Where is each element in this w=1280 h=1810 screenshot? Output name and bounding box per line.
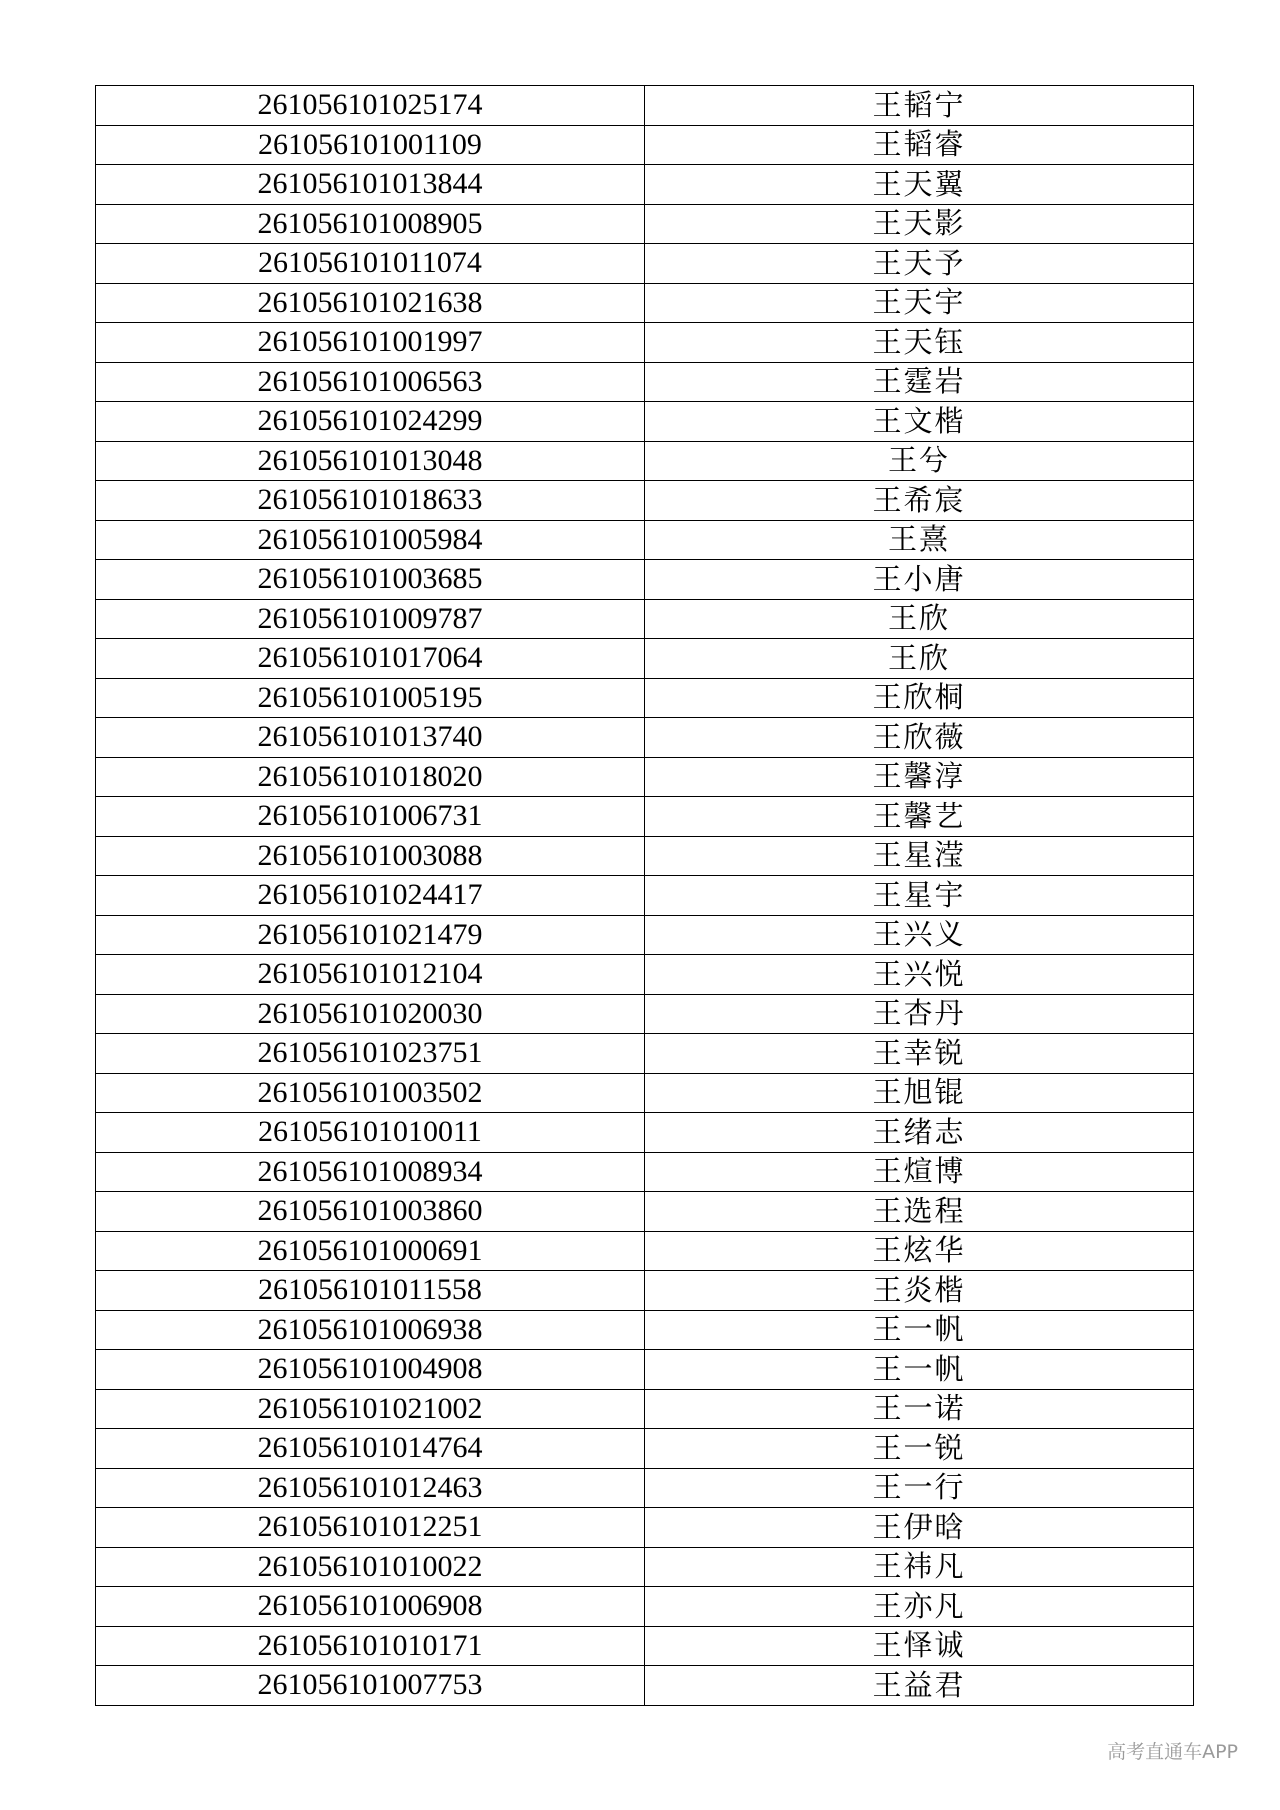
- candidate-id-cell: 261056101017064: [96, 639, 645, 679]
- table-row: [96, 915, 1194, 955]
- table-row: [96, 836, 1194, 876]
- table-row: [96, 244, 1194, 284]
- candidate-name-cell: 王希宸: [645, 481, 1194, 521]
- candidate-id-cell: 261056101013740: [96, 718, 645, 758]
- table-row: [96, 1271, 1194, 1311]
- table-row: [96, 86, 1194, 126]
- table-row: [96, 481, 1194, 521]
- candidate-name-cell: 王小唐: [645, 560, 1194, 600]
- candidate-name-cell: 王文楷: [645, 402, 1194, 442]
- table-row: [96, 1073, 1194, 1113]
- table-row: [96, 797, 1194, 837]
- candidate-id-cell: 261056101003860: [96, 1192, 645, 1232]
- candidate-name-cell: 王祎凡: [645, 1547, 1194, 1587]
- candidate-name-cell: 王天宇: [645, 283, 1194, 323]
- candidate-name-cell: 王兮: [645, 441, 1194, 481]
- table-row: [96, 1192, 1194, 1232]
- candidate-id-cell: 261056101001109: [96, 125, 645, 165]
- candidate-id-cell: 261056101018020: [96, 757, 645, 797]
- candidate-id-cell: 261056101011558: [96, 1271, 645, 1311]
- candidate-id-cell: 261056101010011: [96, 1113, 645, 1153]
- table-row: [96, 1587, 1194, 1627]
- candidate-name-cell: 王怿诚: [645, 1626, 1194, 1666]
- candidate-name-cell: 王兴悦: [645, 955, 1194, 995]
- table-row: [96, 639, 1194, 679]
- candidate-id-cell: 261056101006908: [96, 1587, 645, 1627]
- candidate-id-cell: 261056101014764: [96, 1429, 645, 1469]
- candidate-id-cell: 261056101003088: [96, 836, 645, 876]
- candidate-id-cell: 261056101007753: [96, 1666, 645, 1706]
- candidate-name-cell: 王星宇: [645, 876, 1194, 916]
- candidate-id-cell: 261056101008934: [96, 1152, 645, 1192]
- candidate-id-cell: 261056101000691: [96, 1231, 645, 1271]
- candidate-name-cell: 王杏丹: [645, 994, 1194, 1034]
- candidate-id-cell: 261056101005195: [96, 678, 645, 718]
- candidate-id-cell: 261056101004908: [96, 1350, 645, 1390]
- candidate-id-cell: 261056101006938: [96, 1310, 645, 1350]
- table-row: [96, 1034, 1194, 1074]
- table-row: [96, 1429, 1194, 1469]
- table-row: [96, 1468, 1194, 1508]
- candidate-name-cell: 王欣桐: [645, 678, 1194, 718]
- table-row: [96, 718, 1194, 758]
- candidate-name-cell: 王绪志: [645, 1113, 1194, 1153]
- table-row: [96, 876, 1194, 916]
- candidate-id-cell: 261056101006563: [96, 362, 645, 402]
- candidate-id-cell: 261056101008905: [96, 204, 645, 244]
- table-row: [96, 1310, 1194, 1350]
- candidate-id-cell: 261056101025174: [96, 86, 645, 126]
- table-row: [96, 1231, 1194, 1271]
- candidate-name-cell: 王天影: [645, 204, 1194, 244]
- candidate-name-cell: 王一锐: [645, 1429, 1194, 1469]
- candidate-name-cell: 王天翼: [645, 165, 1194, 205]
- candidate-name-cell: 王一帆: [645, 1350, 1194, 1390]
- candidate-id-cell: 261056101021638: [96, 283, 645, 323]
- candidate-id-cell: 261056101021002: [96, 1389, 645, 1429]
- candidate-name-cell: 王欣: [645, 599, 1194, 639]
- table-row: [96, 1666, 1194, 1706]
- candidate-name-cell: 王星滢: [645, 836, 1194, 876]
- candidate-name-cell: 王幸锐: [645, 1034, 1194, 1074]
- candidate-name-cell: 王馨淳: [645, 757, 1194, 797]
- candidate-id-cell: 261056101003685: [96, 560, 645, 600]
- candidate-id-cell: 261056101010171: [96, 1626, 645, 1666]
- candidate-id-cell: 261056101012104: [96, 955, 645, 995]
- candidate-id-cell: 261056101003502: [96, 1073, 645, 1113]
- candidate-id-cell: 261056101024299: [96, 402, 645, 442]
- table-row: [96, 1547, 1194, 1587]
- candidate-name-cell: 王韬睿: [645, 125, 1194, 165]
- candidate-name-cell: 王煊博: [645, 1152, 1194, 1192]
- candidate-id-cell: 261056101012463: [96, 1468, 645, 1508]
- candidate-name-cell: 王益君: [645, 1666, 1194, 1706]
- candidate-name-cell: 王韬宁: [645, 86, 1194, 126]
- candidate-name-cell: 王天钰: [645, 323, 1194, 363]
- candidate-id-cell: 261056101012251: [96, 1508, 645, 1548]
- candidate-id-cell: 261056101021479: [96, 915, 645, 955]
- candidate-id-cell: 261056101013844: [96, 165, 645, 205]
- candidate-id-cell: 261056101011074: [96, 244, 645, 284]
- candidate-name-cell: 王一帆: [645, 1310, 1194, 1350]
- candidate-name-cell: 王天予: [645, 244, 1194, 284]
- candidate-id-cell: 261056101013048: [96, 441, 645, 481]
- candidate-name-cell: 王炫华: [645, 1231, 1194, 1271]
- table-row: [96, 402, 1194, 442]
- table-row: [96, 678, 1194, 718]
- table-row: [96, 994, 1194, 1034]
- table-row: [96, 283, 1194, 323]
- candidate-id-cell: 261056101005984: [96, 520, 645, 560]
- table-row: [96, 362, 1194, 402]
- table-row: [96, 599, 1194, 639]
- table-row: [96, 165, 1194, 205]
- candidate-name-cell: 王兴义: [645, 915, 1194, 955]
- table-row: [96, 560, 1194, 600]
- candidate-name-cell: 王欣: [645, 639, 1194, 679]
- candidate-table: [95, 85, 1194, 1706]
- table-row: [96, 520, 1194, 560]
- candidate-id-cell: 261056101010022: [96, 1547, 645, 1587]
- table-row: [96, 441, 1194, 481]
- table-row: [96, 1152, 1194, 1192]
- candidate-name-cell: 王炎楷: [645, 1271, 1194, 1311]
- table-row: [96, 323, 1194, 363]
- table-row: [96, 955, 1194, 995]
- table-row: [96, 1389, 1194, 1429]
- candidate-table-body: [96, 86, 1194, 1706]
- candidate-name-cell: 王一行: [645, 1468, 1194, 1508]
- candidate-name-cell: 王一诺: [645, 1389, 1194, 1429]
- candidate-id-cell: 261056101009787: [96, 599, 645, 639]
- table-row: [96, 125, 1194, 165]
- candidate-name-cell: 王伊晗: [645, 1508, 1194, 1548]
- table-row: [96, 1350, 1194, 1390]
- candidate-name-cell: 王亦凡: [645, 1587, 1194, 1627]
- table-row: [96, 1113, 1194, 1153]
- candidate-name-cell: 王馨艺: [645, 797, 1194, 837]
- candidate-id-cell: 261056101001997: [96, 323, 645, 363]
- candidate-id-cell: 261056101018633: [96, 481, 645, 521]
- table-row: [96, 757, 1194, 797]
- candidate-id-cell: 261056101006731: [96, 797, 645, 837]
- table-row: [96, 1626, 1194, 1666]
- candidate-name-cell: 王霆岩: [645, 362, 1194, 402]
- candidate-name-cell: 王旭锟: [645, 1073, 1194, 1113]
- table-row: [96, 1508, 1194, 1548]
- candidate-id-cell: 261056101024417: [96, 876, 645, 916]
- candidate-name-cell: 王选程: [645, 1192, 1194, 1232]
- table-row: [96, 204, 1194, 244]
- watermark-text: 高考直通车APP: [1107, 1741, 1238, 1763]
- candidate-name-cell: 王熹: [645, 520, 1194, 560]
- candidate-id-cell: 261056101023751: [96, 1034, 645, 1074]
- candidate-id-cell: 261056101020030: [96, 994, 645, 1034]
- candidate-name-cell: 王欣薇: [645, 718, 1194, 758]
